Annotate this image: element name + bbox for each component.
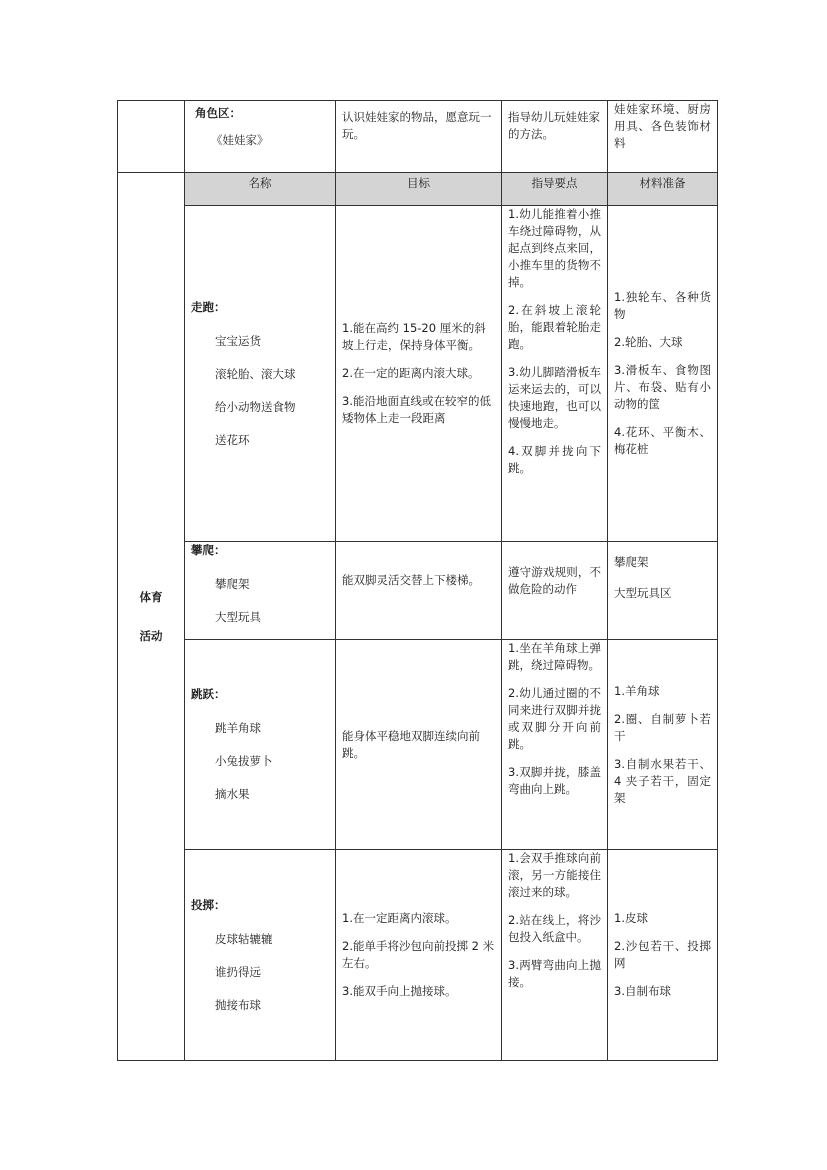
list-item: 攀爬架 [215,577,250,591]
goal-text: 3.能双手向上抛接球。 [342,984,457,998]
row-title: 跳跃： [191,687,226,701]
material-text: 3.滑板车、食物图片、布袋、贴有小动物的筐 [614,363,711,411]
table-row [118,640,718,850]
activity-table [117,100,718,1061]
guide-text: 3.双脚并拢，膝盖弯曲向上跳。 [508,765,601,796]
row-title: 投掷： [191,897,226,912]
goal-cell [336,640,502,850]
goal-text: 2.能单手将沙包向前投掷 2 米左右。 [342,939,495,970]
goal-cell [336,850,502,1061]
material-text: 1.羊角球 [614,683,660,698]
blank-cell [118,101,185,173]
role-subtitle: 《娃娃家》 [211,133,269,147]
name-cell [185,850,336,1061]
material-text: 1.皮球 [614,911,648,925]
header-name: 名称 [185,173,336,206]
header-row [118,173,718,206]
goal-text: 能身体平稳地双脚连续向前跳。 [342,728,480,760]
guide-text: 2.幼儿通过圈的不同来进行双脚并拢或双脚分开向前跳。 [508,686,601,751]
guide-text: 3.幼儿脚踏滑板车运来运去的，可以快速地跑，也可以慢慢地走。 [508,365,601,430]
goal-text: 1.能在高约 15-20 厘米的斜坡上行走，保持身体平衡。 [342,321,486,352]
guide-text: 2.站在线上，将沙包投入纸盒中。 [508,913,601,944]
role-goal: 认识娃娃家的物品，愿意玩一玩。 [342,110,492,141]
category-line-1: 体育 [139,589,163,604]
list-item: 谁扔得远 [215,964,261,979]
list-item: 滚轮胎、滚大球 [215,366,296,381]
guide-cell [502,640,608,850]
guide-text: 遵守游戏规则，不做危险的动作 [508,565,601,596]
goal-text: 2.在一定的距离内滚大球。 [342,366,480,380]
row-title: 攀爬： [191,543,226,557]
goal-cell [336,206,502,542]
role-material: 娃娃家环境、厨房用具、各色装饰材料 [614,102,711,150]
name-cell [185,640,336,850]
list-item: 跳羊角球 [215,721,261,735]
table-row [118,850,718,1061]
category-line-2: 活动 [139,628,163,643]
role-title: 角色区： [195,106,241,120]
material-text: 2.轮胎、大球 [614,335,683,349]
list-item: 宝宝运货 [215,333,261,348]
goal-cell [336,542,502,640]
list-item: 大型玩具 [215,610,261,624]
material-text: 攀爬架 [614,555,649,569]
table-row [118,206,718,542]
material-cell [608,206,718,542]
header-material: 材料准备 [608,173,718,206]
role-name-cell [185,101,336,173]
guide-text: 3.两臂弯曲向上抛接。 [508,958,601,989]
material-text: 大型玩具区 [614,586,672,600]
list-item: 送花环 [215,432,250,447]
guide-cell [502,206,608,542]
guide-cell [502,850,608,1061]
material-text: 3.自制布球 [614,984,671,998]
guide-text: 1.幼儿能推着小推车绕过障碍物，从起点到终点来回，小推车里的货物不掉。 [508,207,601,289]
name-cell [185,206,336,542]
goal-text: 能双脚灵活交替上下楼梯。 [342,573,480,587]
list-item: 摘水果 [215,787,250,801]
list-item: 给小动物送食物 [215,399,296,414]
goal-text: 3.能沿地面直线或在较窄的低矮物体上走一段距离 [342,394,491,425]
list-item: 小兔拔萝卜 [215,754,273,768]
role-area-row [118,101,718,173]
role-guide: 指导幼儿玩娃娃家的方法。 [508,110,600,141]
list-item: 抛接布球 [215,997,261,1012]
guide-text: 2.在斜坡上滚轮胎，能跟着轮胎走跑。 [508,303,601,351]
goal-text: 1.在一定距离内滚球。 [342,911,457,925]
row-title: 走跑： [191,299,226,314]
guide-cell [502,542,608,640]
material-text: 2.沙包若干、投掷网 [614,939,711,970]
guide-text: 4.双脚并拢向下跳。 [508,444,601,475]
material-cell [608,850,718,1061]
name-cell [185,542,336,640]
header-guide: 指导要点 [502,173,608,206]
material-text: 1.独轮车、各种货物 [614,290,711,321]
role-guide-cell [502,101,608,173]
material-text: 3.自制水果若干、4 夹子若干，固定架 [614,756,711,805]
table-row [118,542,718,640]
role-goal-cell [336,101,502,173]
material-text: 2.圈、自制萝卜若干 [614,711,711,743]
role-material-cell [608,101,718,173]
category-cell [118,173,185,1061]
list-item: 皮球轱辘辘 [215,931,273,946]
guide-text: 1.会双手推球向前滚，另一方能接住滚过来的球。 [508,851,601,899]
material-cell [608,542,718,640]
material-text: 4.花环、平衡木、梅花桩 [614,425,711,456]
header-goal: 目标 [336,173,502,206]
guide-text: 1.坐在羊角球上弹跳，绕过障碍物。 [508,641,601,672]
material-cell [608,640,718,850]
